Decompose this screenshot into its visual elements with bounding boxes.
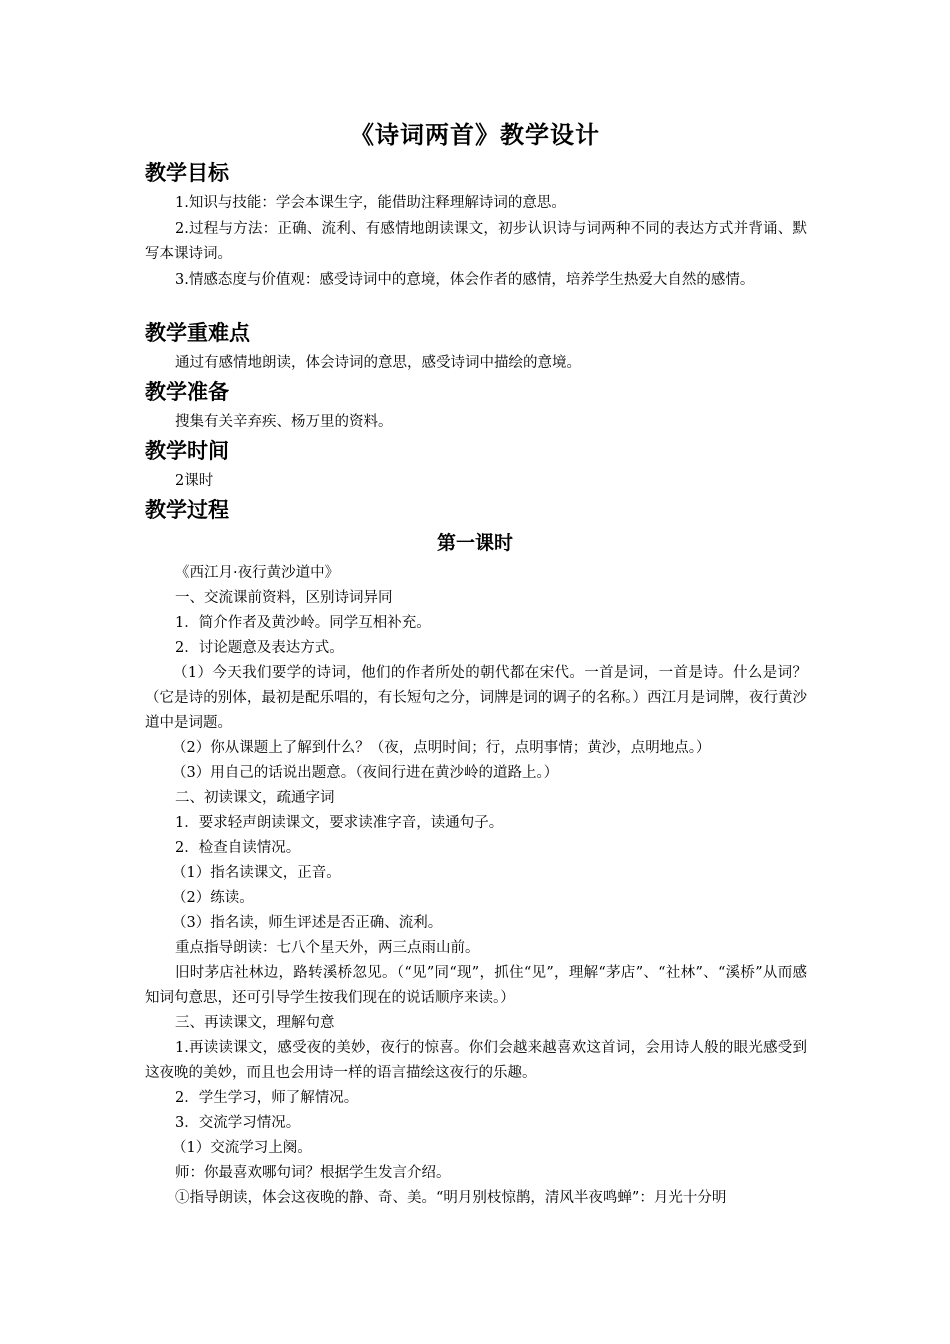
process-line: （2）练读。 xyxy=(172,890,254,906)
process-line: 重点指导朗读：七八个星天外，两三点雨山前。 xyxy=(175,940,480,956)
process-line: 3．交流学习情况。 xyxy=(175,1115,301,1131)
process-line: （3）用自己的话说出题意。（夜间行进在黄沙岭的道路上。） xyxy=(172,765,559,781)
process-line: （1）交流学习上阕。 xyxy=(172,1140,312,1156)
heading-teaching-process: 教学过程 xyxy=(145,498,229,522)
key-points-text: 通过有感情地朗读，体会诗词的意思，感受诗词中描绘的意境。 xyxy=(175,355,581,371)
process-line: （1）指名读课文，正音。 xyxy=(172,865,341,881)
process-line: 2．学生学习，师了解情况。 xyxy=(175,1090,359,1106)
goal-emotion: 3.情感态度与价值观：感受诗词中的意境，体会作者的感情，培养学生热爱大自然的感情。 xyxy=(175,272,755,288)
teaching-time-text: 2课时 xyxy=(175,473,214,489)
goal-process: 2.过程与方法：正确、流利、有感情地朗读课文，初步认识诗与词两种不同的表达方式并背诵、默写本课诗词。 xyxy=(145,221,807,262)
process-line: 2．检查自读情况。 xyxy=(175,840,301,856)
process-line: ①指导朗读，体会这夜晚的静、奇、美。“明月别枝惊鹊，清风半夜鸣蝉”：月光十分明 xyxy=(175,1190,727,1206)
step-three-heading: 三、再读课文，理解句意 xyxy=(175,1015,335,1031)
heading-key-points: 教学重难点 xyxy=(145,321,250,345)
heading-preparation: 教学准备 xyxy=(145,380,229,404)
process-line: 1．简介作者及黄沙岭。同学互相补充。 xyxy=(175,615,431,631)
process-line: （3）指名读，师生评述是否正确、流利。 xyxy=(172,915,443,931)
heading-teaching-time: 教学时间 xyxy=(145,439,229,463)
process-paragraph: 旧时茅店社林边，路转溪桥忽见。（“见”同“现”，抓住“见”，理解“茅店”、“社林”、“溪桥”从而感知词句意思，还可引导学生按我们现在的说话顺序来读。） xyxy=(145,965,807,1006)
lesson-one-subtitle: 第一课时 xyxy=(436,532,513,554)
heading-teaching-goals: 教学目标 xyxy=(145,161,229,185)
document-title: 《诗词两首》教学设计 xyxy=(350,121,600,149)
process-paragraph: 1.再读读课文，感受夜的美妙，夜行的惊喜。你们会越来越喜欢这首词，会用诗人般的眼光感受到这夜晚的美妙，而且也会用诗一样的语言描绘这夜行的乐趣。 xyxy=(145,1040,807,1081)
process-line: 2．讨论题意及表达方式。 xyxy=(175,640,344,656)
process-line: 师：你最喜欢哪句词？根据学生发言介绍。 xyxy=(175,1165,451,1181)
poem-title: 《西江月·夜行黄沙道中》 xyxy=(175,565,340,581)
step-one-heading: 一、交流课前资料，区别诗词异同 xyxy=(175,590,393,606)
process-line: （2）你从课题上了解到什么？（夜，点明时间；行，点明事情；黄沙，点明地点。） xyxy=(172,740,711,756)
process-paragraph: （1）今天我们要学的诗词，他们的作者所处的朝代都在宋代。一首是词，一首是诗。什么是词？（它是诗的别体，最初是配乐唱的，有长短句之分，词牌是词的调子的名称。）西江月是词牌，夜行黄沙道中是词题。 xyxy=(145,665,807,731)
process-line: 1．要求轻声朗读课文，要求读准字音，读通句子。 xyxy=(175,815,504,831)
preparation-text: 搜集有关辛弃疾、杨万里的资料。 xyxy=(175,414,393,430)
goal-knowledge: 1.知识与技能：学会本课生字，能借助注释理解诗词的意思。 xyxy=(175,195,566,211)
step-two-heading: 二、初读课文，疏通字词 xyxy=(175,790,335,806)
